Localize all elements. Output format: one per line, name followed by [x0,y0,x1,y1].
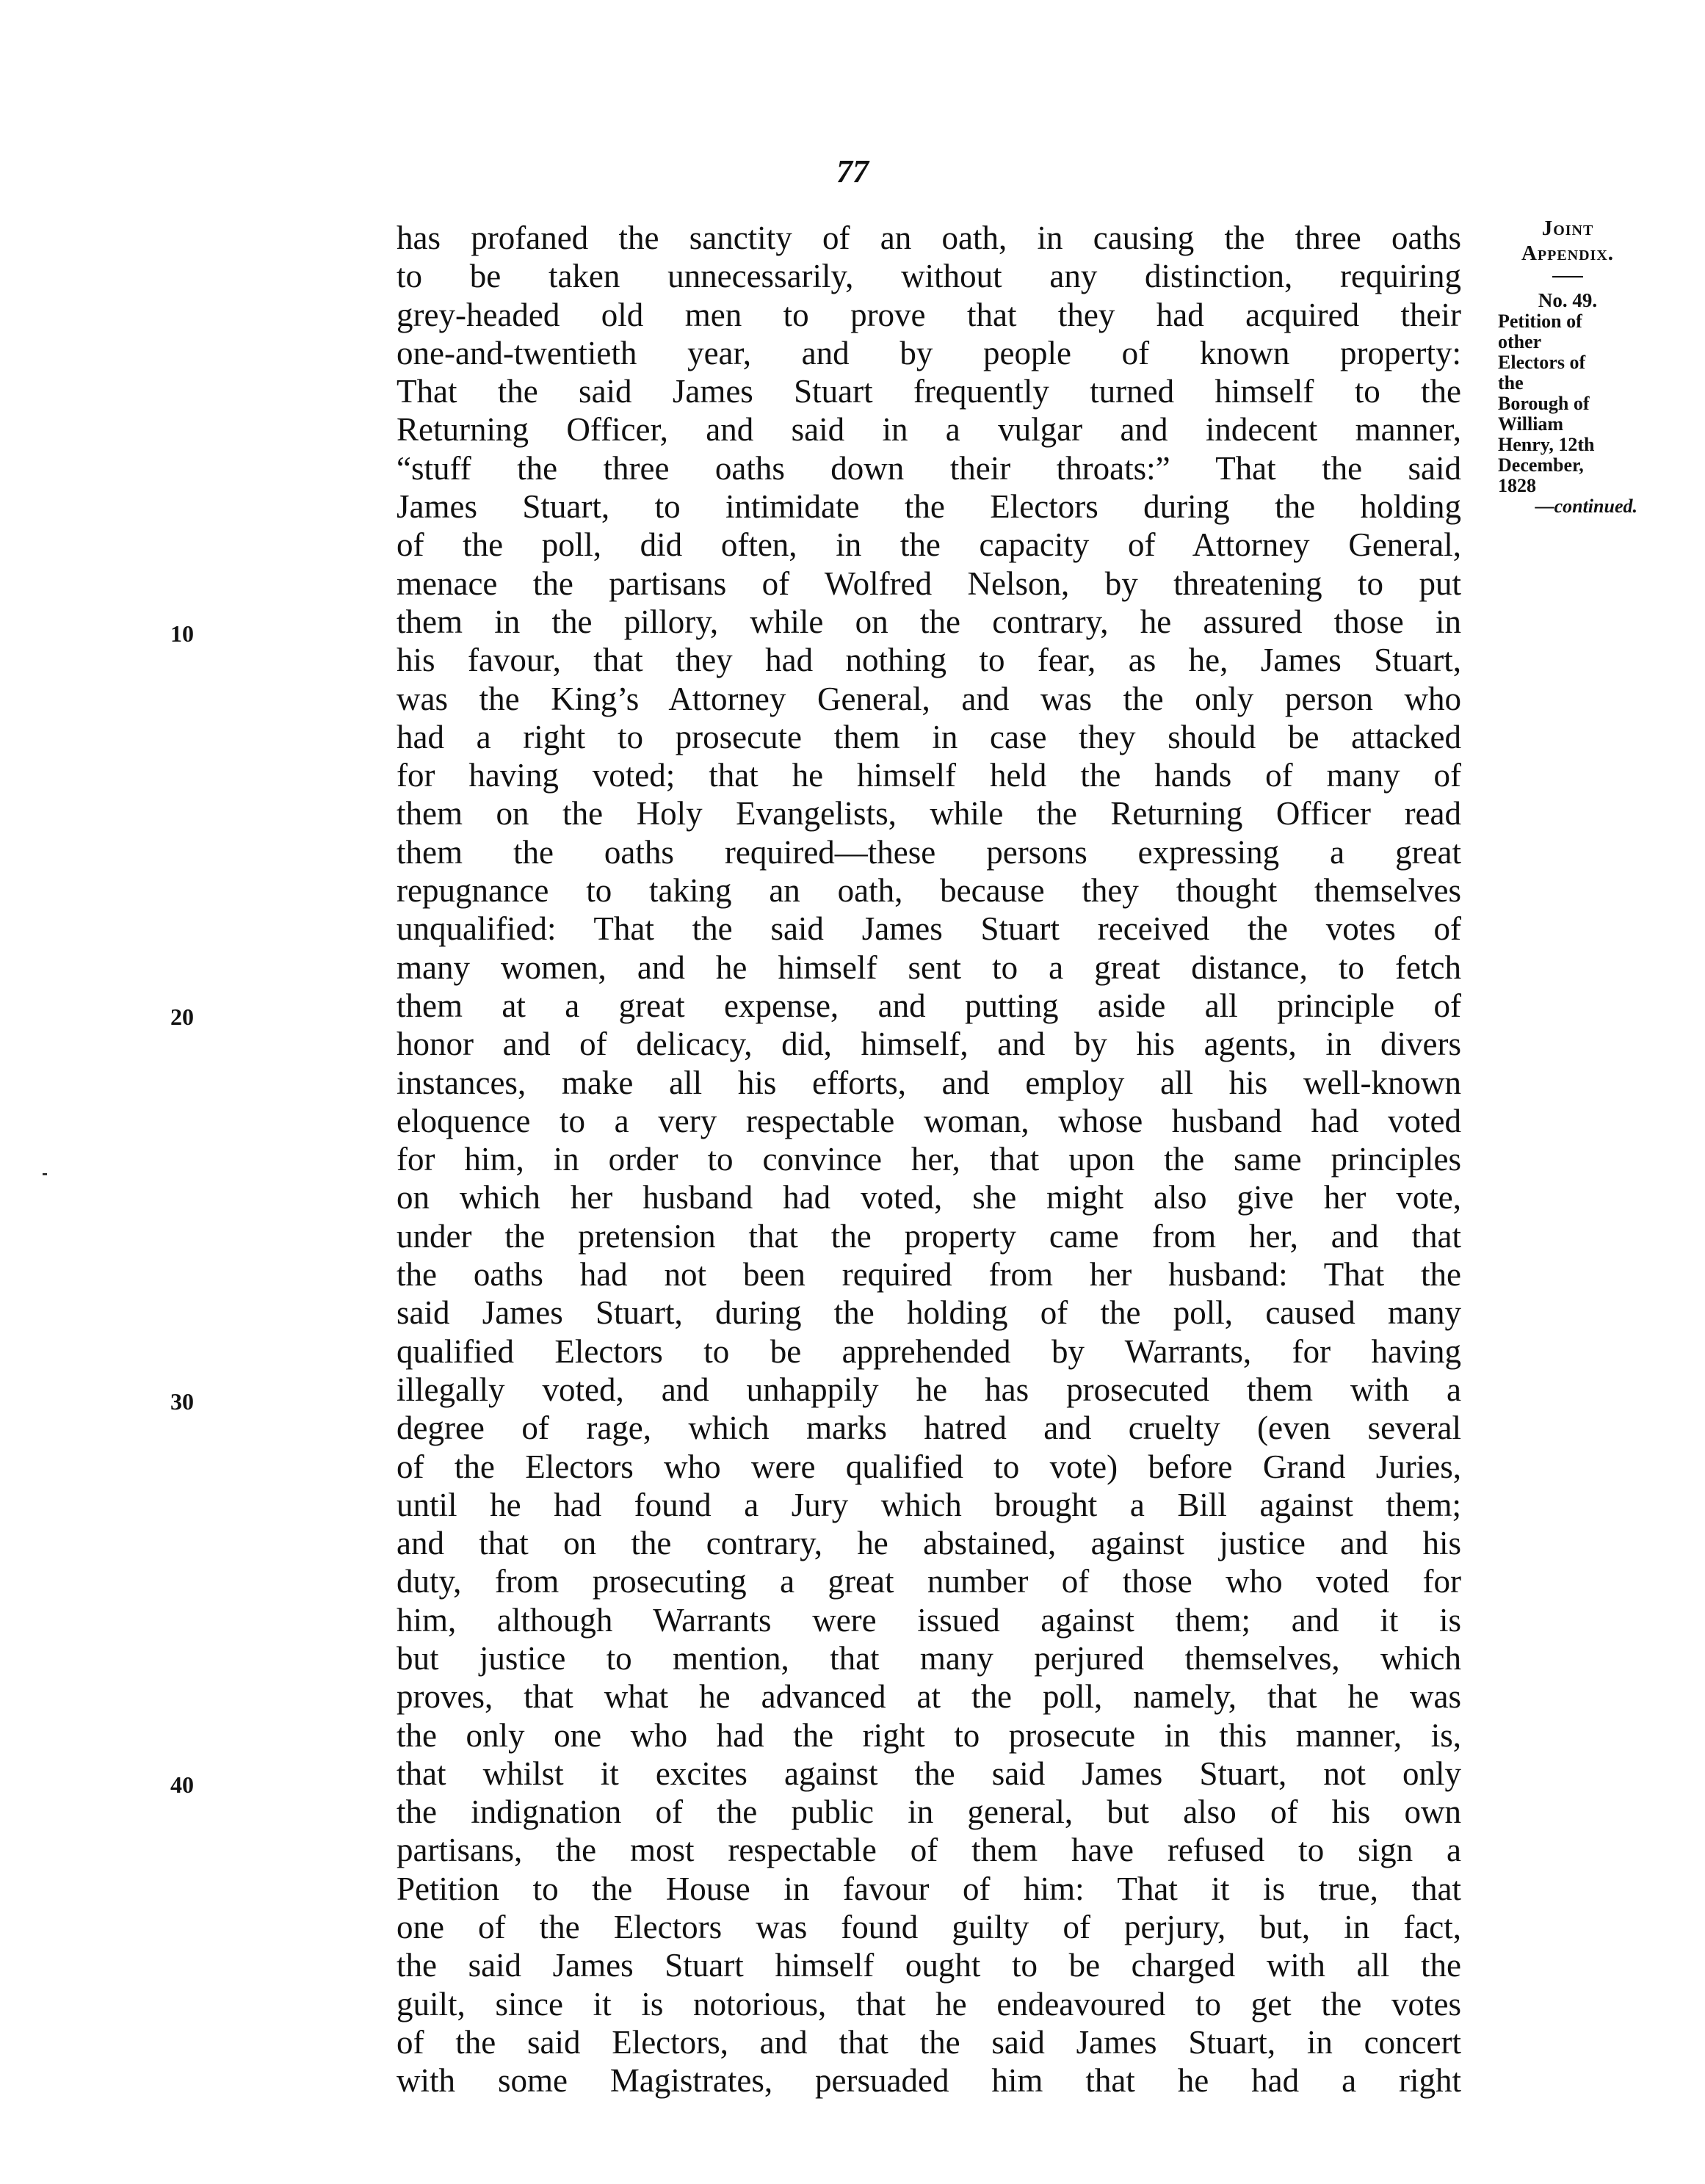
text-line: and that on the contrary, he abstained, against justice and his [397,1525,1461,1562]
text-line: guilt, since it is notorious, that he endeavoured to get the votes [397,1985,1461,2022]
text-line: qualified Electors to be apprehended by Warrants, for having [397,1332,1461,1370]
margin-line: Electors of [1498,352,1586,373]
text-line: illegally voted, and unhappily he has prosecuted them with a [397,1371,1461,1408]
margin-rule [1552,276,1583,277]
line-number-20: 20 [170,1004,194,1030]
text-line: menace the partisans of Wolfred Nelson, by threatening to put [397,565,1461,602]
text-line: his favour, that they had nothing to fear, as he, James Stuart, [397,642,1461,679]
margin-continued: —continued. [1535,496,1637,517]
text-line: of the Electors who were qualified to vote) before Grand Juries, [397,1448,1461,1485]
text-line: degree of rage, which marks hatred and cruelty (even several [397,1410,1461,1447]
text-line: for him, in order to convince her, that upon the same principles [397,1141,1461,1178]
text-line: grey-headed old men to prove that they had acquired their [397,296,1461,333]
text-line: unqualified: That the said James Stuart received the votes of [397,910,1461,948]
margin-line: Henry, 12th [1498,434,1595,455]
text-line: Petition to the House in favour of him: That it is true, that [397,1870,1461,1907]
margin-line: William [1498,413,1564,435]
line-number-10: 10 [170,620,194,647]
text-line: until he had found a Jury which brought a Bill against them; [397,1486,1461,1523]
text-line: them in the pillory, while on the contrary, he assured those in [397,603,1461,640]
text-line: was the King’s Attorney General, and was the only person who [397,680,1461,717]
text-line: instances, make all his efforts, and employ all his well-known [397,1064,1461,1101]
text-line: partisans, the most respectable of them have refused to sign a [397,1832,1461,1869]
text-line: eloquence to a very respectable woman, whose husband had voted [397,1102,1461,1139]
margin-line: the [1498,372,1524,393]
text-line: the oaths had not been required from her husband: That the [397,1256,1461,1294]
text-line: the only one who had the right to prosecute in this manner, is, [397,1716,1461,1754]
text-line: them on the Holy Evangelists, while the Returning Officer read [397,795,1461,832]
line-number-30: 30 [170,1388,194,1415]
text-line: for having voted; that he himself held the hands of many of [397,757,1461,794]
text-line: under the pretension that the property came from her, and that [397,1217,1461,1255]
text-line: on which her husband had voted, she might also give her vote, [397,1179,1461,1216]
text-line: had a right to prosecute them in case they should be attacked [397,718,1461,755]
text-line: with some Magistrates, persuaded him that he had a right [397,2062,1461,2100]
text-line: one-and-twentieth year, and by people of known property: [397,334,1461,371]
text-line: the said James Stuart himself ought to be charged with all the [397,1947,1461,1984]
text-line: him, although Warrants were issued against them; and it is [397,1601,1461,1639]
margin-note [1498,216,1637,517]
text-line: them at a great expense, and putting aside all principle of [397,987,1461,1024]
stray-mark [43,1173,47,1175]
margin-line: 1828 [1498,475,1536,496]
text-line: the indignation of the public in general, but also of his own [397,1793,1461,1831]
text-line: proves, that what he advanced at the poll, namely, that he was [397,1678,1461,1716]
text-line: “stuff the three oaths down their throats:” That the said [397,449,1461,487]
text-line: has profaned the sanctity of an oath, in causing the three oaths [397,220,1461,256]
text-line: them the oaths required—these persons expressing a great [397,833,1461,871]
text-line: but justice to mention, that many perjured themselves, which [397,1639,1461,1677]
text-line: of the said Electors, and that the said James Stuart, in concert [397,2023,1461,2061]
margin-number: No. 49. [1538,289,1598,311]
margin-line: Borough of [1498,393,1590,414]
body-text [397,219,1461,2100]
text-line: That the said James Stuart frequently turned himself to the [397,373,1461,410]
text-line: James Stuart, to intimidate the Electors during the holding [397,488,1461,526]
text-line: Returning Officer, and said in a vulgar and indecent manner, [397,411,1461,449]
text-line: honor and of delicacy, did, himself, and by his agents, in divers [397,1026,1461,1063]
text-line: of the poll, did often, in the capacity of Attorney General, [397,526,1461,564]
margin-heading: Joint Appendix. [1521,217,1615,265]
text-line: duty, from prosecuting a great number of those who voted for [397,1563,1461,1600]
margin-line: other [1498,331,1542,352]
margin-line: Petition of [1498,311,1582,332]
text-line: said James Stuart, during the holding of the poll, caused many [397,1294,1461,1332]
line-number-40: 40 [170,1771,194,1798]
margin-line: December, [1498,454,1584,476]
text-line: one of the Electors was found guilty of perjury, but, in fact, [397,1909,1461,1946]
page-number: 77 [836,153,869,189]
text-line: repugnance to taking an oath, because they thought themselves [397,872,1461,910]
text-line: many women, and he himself sent to a great distance, to fetch [397,948,1461,986]
text-line: to be taken unnecessarily, without any distinction, requiring [397,258,1461,295]
text-line: that whilst it excites against the said James Stuart, not only [397,1755,1461,1792]
